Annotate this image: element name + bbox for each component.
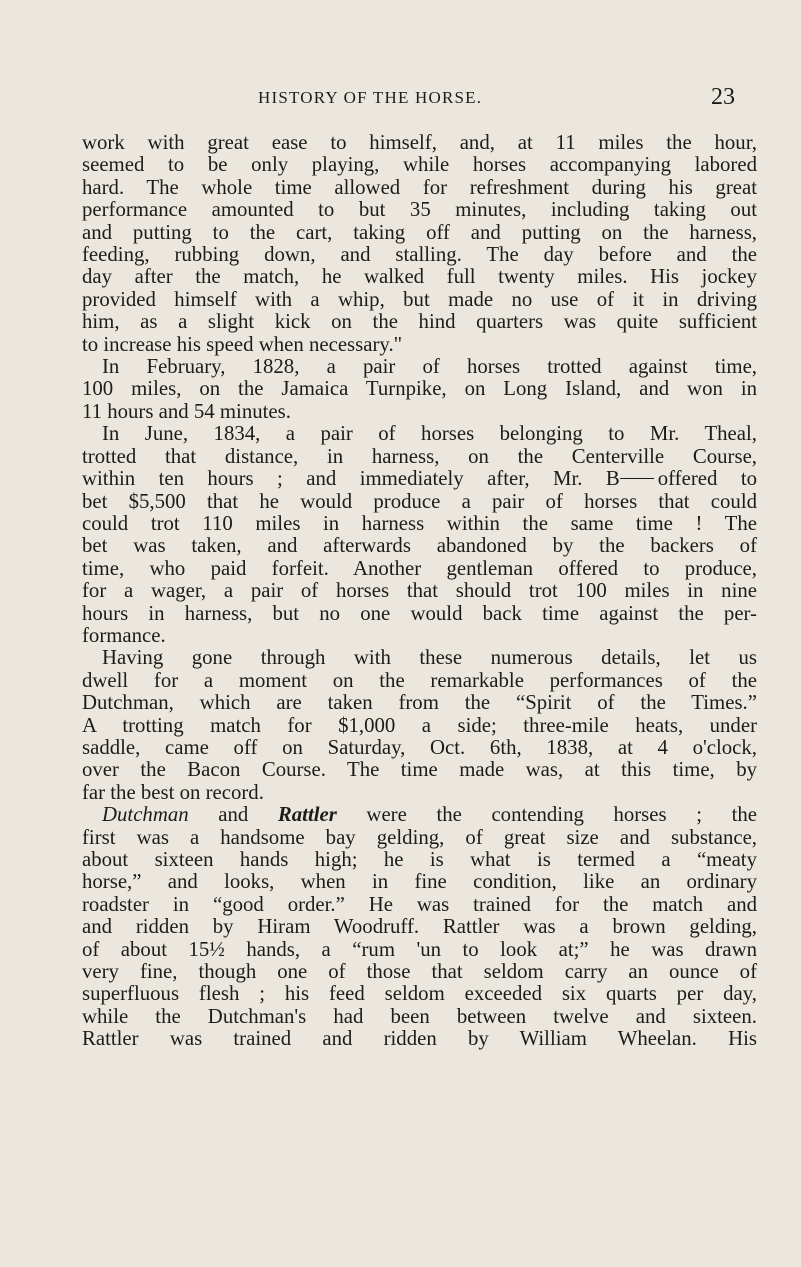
text-line: day after the match, he walked full twenty miles. His jockey: [82, 265, 757, 289]
text-line: [82, 468, 757, 490]
text-line: far the best on record.: [82, 780, 264, 804]
text-line: and ridden by Hiram Woodruff. Rattler was a brown gelding,: [82, 915, 757, 939]
text-line: In June, 1834, a pair of horses belonging to Mr. Theal,: [102, 422, 757, 446]
italic-name: Dutchman: [102, 803, 189, 827]
text-line: very fine, though one of those that seldom carry an ounce of: [82, 960, 757, 984]
text-line: hours in harness, but no one would back time against the per-: [82, 601, 757, 625]
text-span: offered to: [657, 467, 757, 491]
text-line: 100 miles, on the Jamaica Turnpike, on Long Island, and won in: [82, 377, 757, 401]
text-line: [82, 804, 757, 826]
text-line: feeding, rubbing down, and stalling. The day before and the: [82, 243, 757, 267]
text-line: time, who paid forfeit. Another gentleman offered to produce,: [82, 556, 757, 580]
text-line: Rattler was trained and ridden by William Wheelan. His: [82, 1027, 757, 1051]
text-span: were the contending horses ; the: [336, 803, 757, 827]
text-line: A trotting match for $1,000 a side; three-mile heats, under: [82, 713, 757, 737]
text-line: 11 hours and 54 minutes.: [82, 399, 291, 423]
body-text: [82, 132, 757, 1051]
text-line: of about 15½ hands, a “rum 'un to look at;” he was drawn: [82, 937, 757, 961]
page-number: 23: [711, 84, 735, 110]
text-line: seemed to be only playing, while horses accompanying labored: [82, 153, 757, 177]
text-line: dwell for a moment on the remarkable performances of the: [82, 668, 757, 692]
text-line: about sixteen hands high; he is what is termed a “meaty: [82, 848, 757, 871]
text-line: In February, 1828, a pair of horses trotted against time,: [102, 355, 757, 379]
text-span: and: [188, 803, 278, 827]
text-line: bet $5,500 that he would produce a pair of horses that could: [82, 489, 757, 513]
text-line: first was a handsome bay gelding, of great size and substance,: [82, 825, 757, 849]
text-line: formance.: [82, 623, 166, 647]
text-line: superfluous flesh ; his feed seldom exceeded six quarts per day,: [82, 982, 757, 1006]
italic-name: Rattler: [277, 803, 337, 827]
text-line: to increase his speed when necessary.": [82, 332, 403, 356]
text-line: hard. The whole time allowed for refreshment during his great: [82, 175, 757, 199]
text-line: over the Bacon Course. The time made was, at this time, by: [82, 758, 757, 782]
text-line: Having gone through with these numerous details, let us: [102, 646, 757, 670]
em-dash-rule: [620, 478, 654, 479]
text-line: for a wager, a pair of horses that should trot 100 miles in nine: [82, 579, 757, 603]
text-line: provided himself with a whip, but made no use of it in driving: [82, 287, 757, 311]
text-line: him, as a slight kick on the hind quarters was quite sufficient: [82, 310, 757, 334]
text-line: trotted that distance, in harness, on the Centerville Course,: [82, 444, 757, 468]
text-line: bet was taken, and afterwards abandoned by the backers of: [82, 534, 757, 558]
text-line: roadster in “good order.” He was trained for the match and: [82, 892, 757, 916]
text-line: Dutchman, which are taken from the “Spirit of the Times.”: [82, 691, 757, 715]
text-line: while the Dutchman's had been between twelve and sixteen.: [82, 1004, 757, 1028]
running-head: HISTORY OF THE HORSE.: [258, 88, 483, 107]
text-line: could trot 110 miles in harness within the same time ! The: [82, 511, 757, 535]
text-line: and putting to the cart, taking off and putting on the harness,: [82, 220, 757, 244]
text-line: work with great ease to himself, and, at 11 miles the hour,: [82, 131, 757, 154]
text-span: within ten hours ; and immediately after, Mr. B: [82, 467, 620, 491]
text-line: saddle, came off on Saturday, Oct. 6th, 1838, at 4 o'clock,: [82, 735, 757, 759]
text-line: horse,” and looks, when in fine condition, like an ordinary: [82, 870, 757, 894]
page-header: [82, 86, 757, 114]
text-line: performance amounted to but 35 minutes, including taking out: [82, 198, 757, 222]
